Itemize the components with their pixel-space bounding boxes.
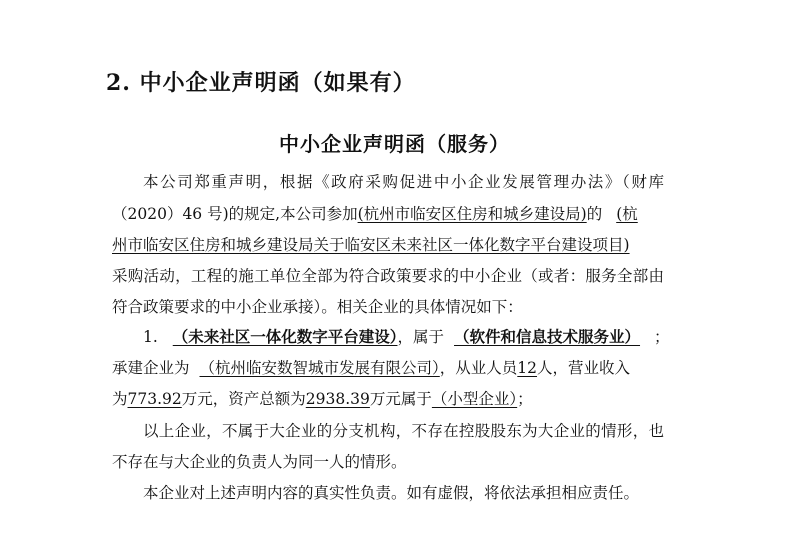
para2-line2: 不存在与大企业的负责人为同一人的情形。 [112, 453, 407, 471]
para1-line3 [112, 235, 630, 255]
para1-line2: （2020）46 号)的规定,本公司参加(杭州市临安区住房和城乡建设局)的 (杭 [112, 205, 638, 223]
item1-line3: 为773.92万元，资产总额为2938.39万元属于（小型企业）； [112, 390, 533, 408]
item1-revenue: 773.92 [127, 390, 182, 408]
para1-line5: 符合政策要求的中小企业承接）。相关企业的具体情况如下： [112, 298, 523, 316]
para2-line1: 以上企业，不属于大企业的分支机构，不存在控股股东为大企业的情形，也 [143, 422, 664, 440]
item1-project: （未来社区一体化数字平台建设） [172, 327, 398, 346]
para1-line1: 本公司郑重声明，根据《政府采购促进中小企业发展管理办法》（财库 [143, 173, 664, 191]
para1-line4: 采购活动，工程的施工单位全部为符合政策要求的中小企业（或者：服务全部由 [112, 267, 664, 285]
purchaser-name: (杭州市临安区住房和城乡建设局) [357, 205, 587, 223]
item1-assets: 2938.39 [305, 390, 370, 408]
item1-industry: （软件和信息技术服务业） [454, 327, 641, 346]
section-heading: 2. 中小企业声明函（如果有） [106, 70, 416, 96]
para3-line1: 本企业对上述声明内容的真实性负责。如有虚假，将依法承担相应责任。 [143, 484, 640, 502]
item1-size: （小型企业） [431, 390, 518, 408]
document-title: 中小企业声明函（服务） [279, 132, 510, 156]
item1-company: （杭州临安数智城市发展有限公司） [199, 359, 440, 377]
project-name: 州市临安区住房和城乡建设局关于临安区未来社区一体化数字平台建设项目) [112, 236, 630, 254]
item1-employees: 12 [517, 359, 538, 377]
item1-line2: 承建企业为 （杭州临安数智城市发展有限公司），从业人员12人，营业收入 [112, 359, 631, 377]
item1-line1: 1. （未来社区一体化数字平台建设），属于 （软件和信息技术服务业） ； [143, 327, 670, 346]
